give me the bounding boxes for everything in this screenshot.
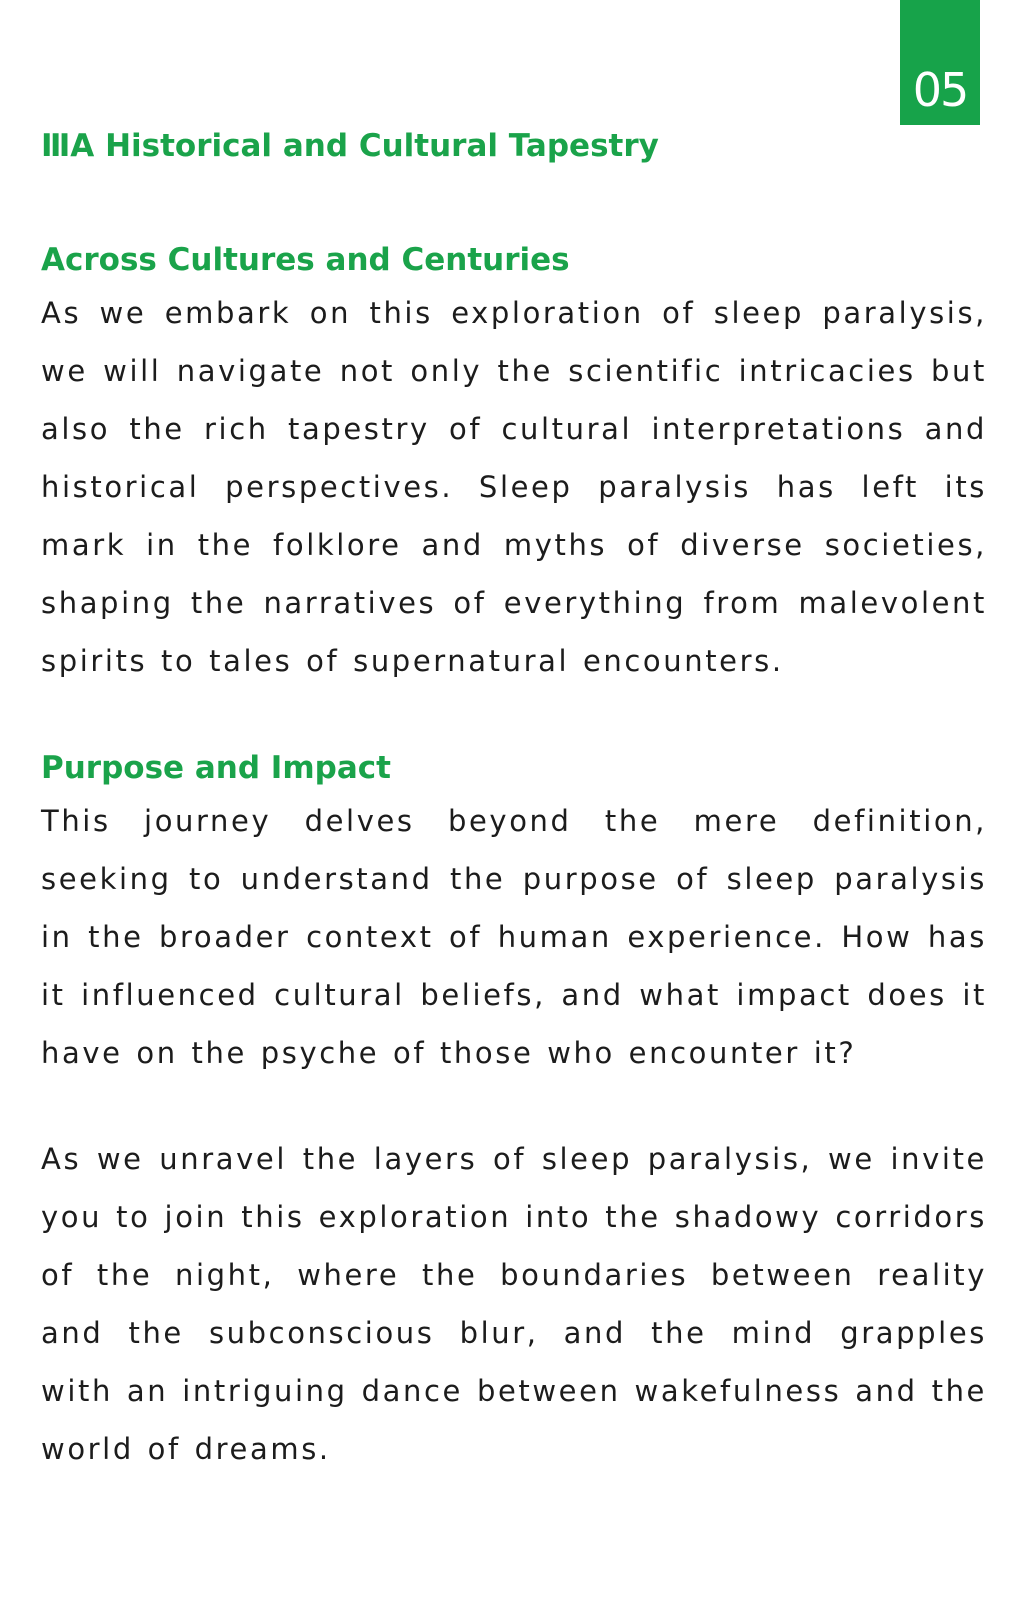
page-number-badge	[900, 0, 980, 125]
section-heading-cultures: Across Cultures and Centuries	[41, 242, 570, 278]
page-number: 05	[912, 63, 968, 117]
chapter-title: ⅢA Historical and Cultural Tapestry	[41, 128, 659, 164]
closing-paragraph: As we unravel the layers of sleep paralysis, we invite you to join this exploration into the shadowy corridors of the night, where the boundaries between reality and the subconscious blur, and the mind grapples with an intriguing dance between wakefulness and the world of dreams.	[41, 1142, 987, 1466]
section-paragraph-purpose: This journey delves beyond the mere definition, seeking to understand the purpose of sleep paralysis in the broader context of human experience. How has it influenced cultural beliefs, and what impact does it have on the psyche of those who encounter it?	[41, 804, 987, 1070]
section-heading-purpose: Purpose and Impact	[41, 750, 391, 786]
section-paragraph-cultures: As we embark on this exploration of sleep paralysis, we will navigate not only the scientific intricacies but also the rich tapestry of cultural interpretations and historical perspectives. Sleep paralysis has left its mark in the folklore and myths of diverse societies, shaping the narratives of everything from malevolent spirits to tales of supernatural encounters.	[41, 296, 987, 678]
